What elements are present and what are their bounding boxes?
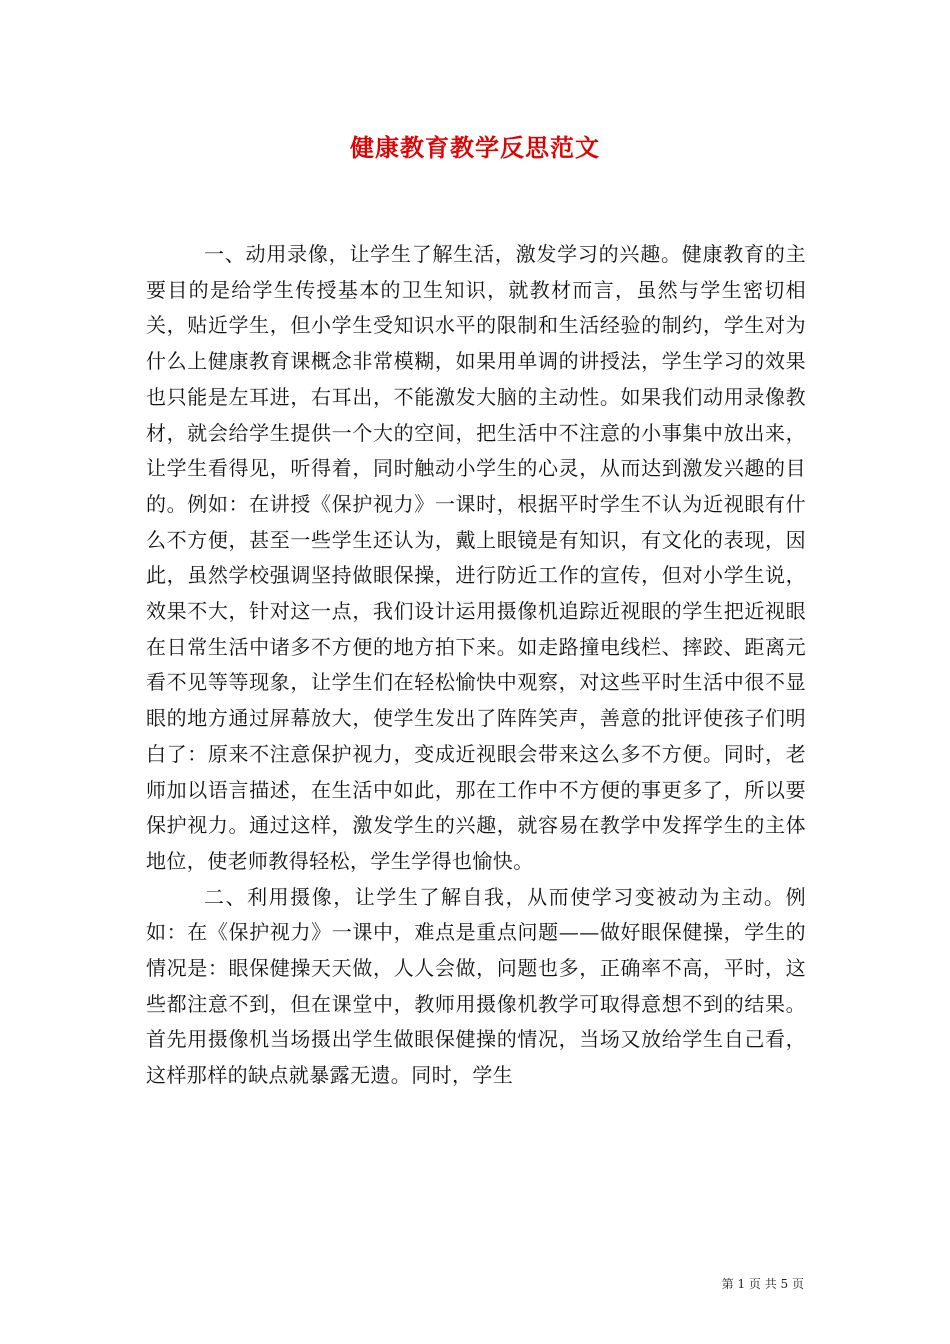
document-title: 健康教育教学反思范文 bbox=[350, 133, 600, 162]
document-body bbox=[146, 237, 806, 1094]
paragraph-1: 一、动用录像，让学生了解生活，激发学习的兴趣。健康教育的主要目的是给学生传授基本的卫生知识，就教材而言，虽然与学生密切相关，贴近学生，但小学生受知识水平的限制和生活经验的制约，学生对为什么上健康教育课概念非常模糊，如果用单调的讲授法，学生学习的效果也只能是左耳进，右耳出，不能激发大脑的主动性。如果我们动用录像教材，就会给学生提供一个大的空间，把生活中不注意的小事集中放出来，让学生看得见，听得着，同时触动小学生的心灵，从而达到激发兴趣的目的。例如：在讲授《保护视力》一课时，根据平时学生不认为近视眼有什么不方便，甚至一些学生还认为，戴上眼镜是有知识，有文化的表现，因此，虽然学校强调坚持做眼保操，进行防近工作的宣传，但对小学生说，效果不大，针对这一点，我们设计运用摄像机追踪近视眼的学生把近视眼在日常生活中诸多不方便的地方拍下来。如走路撞电线栏、摔跤、距离元看不见等等现象，让学生们在轻松愉快中观察，对这些平时生活中很不显眼的地方通过屏幕放大，使学生发出了阵阵笑声，善意的批评使孩子们明白了：原来不注意保护视力，变成近视眼会带来这么多不方便。同时，老师加以语言描述，在生活中如此，那在工作中不方便的事更多了，所以要保护视力。通过这样，激发学生的兴趣，就容易在教学中发挥学生的主体地位，使老师教得轻松，学生学得也愉快。 bbox=[146, 242, 806, 873]
page-number-footer: 第 1 页 共 5 页 bbox=[721, 1277, 804, 1291]
paragraph-2: 二、利用摄像，让学生了解自我，从而使学习变被动为主动。例如：在《保护视力》一课中，难点是重点问题——做好眼保健操，学生的情况是：眼保健操天天做，人人会做，问题也多，正确率不高，平时，这些都注意不到，但在课堂中，教师用摄像机教学可取得意想不到的结果。首先用摄像机当场摄出学生做眼保健操的情况，当场又放给学生自己看，这样那样的缺点就暴露无遗。同时，学生 bbox=[146, 884, 806, 1088]
